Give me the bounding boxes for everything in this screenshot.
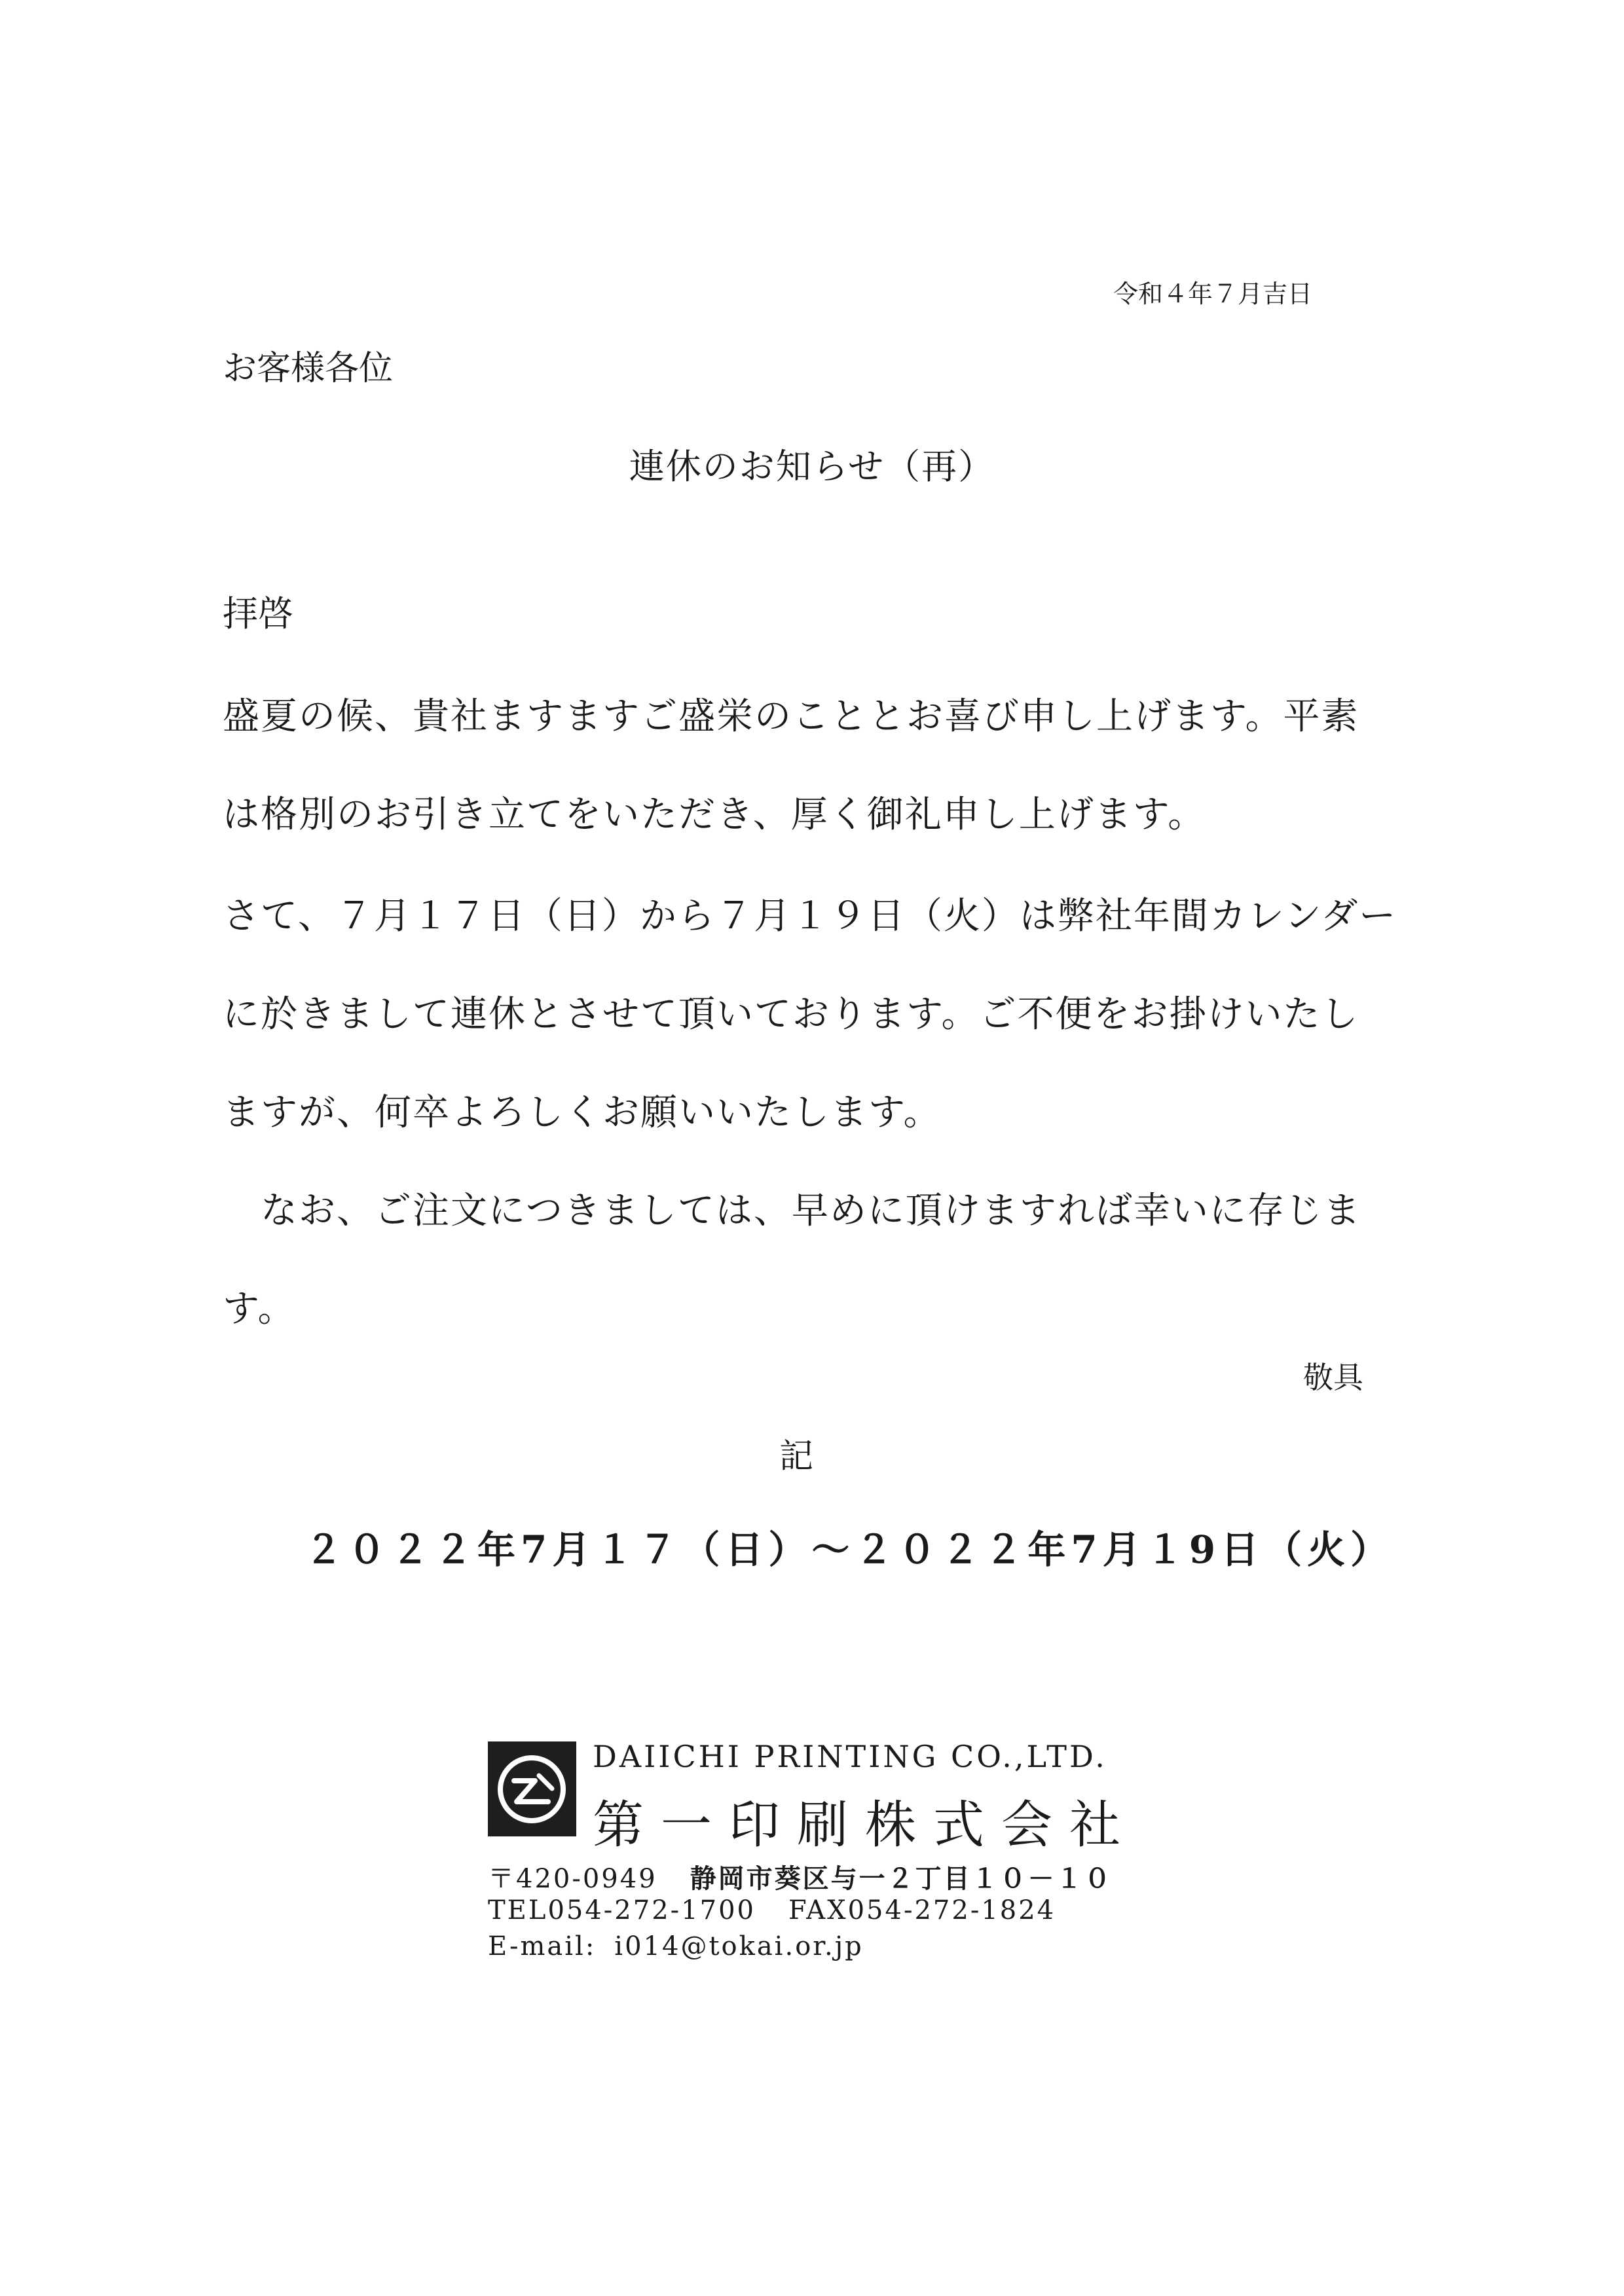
email-label: E-mail: — [488, 1931, 597, 1961]
addressee: お客様各位 — [223, 349, 394, 388]
street-address: 静岡市葵区与一２丁目１０－１０ — [690, 1863, 1113, 1894]
body-line: に於きまして連休とさせて頂いております。ご不便をお掛けいたし — [223, 993, 1359, 1036]
body-line: さて、７月１７日（日）から７月１９日（火）は弊社年間カレンダー — [223, 895, 1397, 938]
body-line: ますが、何卒よろしくお願いいたします。 — [223, 1091, 942, 1134]
greeting: 拝啓 — [223, 593, 293, 634]
letter-date: 令和４年７月吉日 — [1113, 280, 1313, 308]
body-line: は格別のお引き立てをいただき、厚く御礼申し上げます。 — [223, 793, 1206, 836]
letter-title: 連休のお知らせ（再） — [629, 446, 995, 487]
email-address[interactable]: i014@tokai.or.jp — [614, 1931, 864, 1961]
company-logo-icon — [488, 1741, 576, 1836]
holiday-period: ２０２２年7月１７（日）～２０２２年7月１9日（火） — [304, 1527, 1394, 1572]
postal-code: 〒420-0949 — [488, 1864, 657, 1894]
company-name-ja: 第一印刷株式会社 — [593, 1796, 1138, 1855]
closing: 敬具 — [1303, 1360, 1363, 1395]
email-line — [488, 1931, 864, 1961]
tel-number: TEL054-272-1700 — [488, 1895, 756, 1925]
body-line: なお、ご注文につきましては、早めに頂けますれば幸いに存じま — [223, 1190, 1361, 1232]
company-name-en: DAIICHI PRINTING CO.,LTD. — [593, 1739, 1107, 1774]
ki-heading: 記 — [779, 1437, 814, 1476]
body-line: 盛夏の候、貴社ますますご盛栄のこととお喜び申し上げます。平素 — [223, 695, 1359, 738]
fax-number: FAX054-272-1824 — [788, 1895, 1056, 1925]
contact-line — [488, 1895, 1056, 1925]
address-line — [488, 1858, 1113, 1895]
body-line: す。 — [223, 1288, 296, 1330]
